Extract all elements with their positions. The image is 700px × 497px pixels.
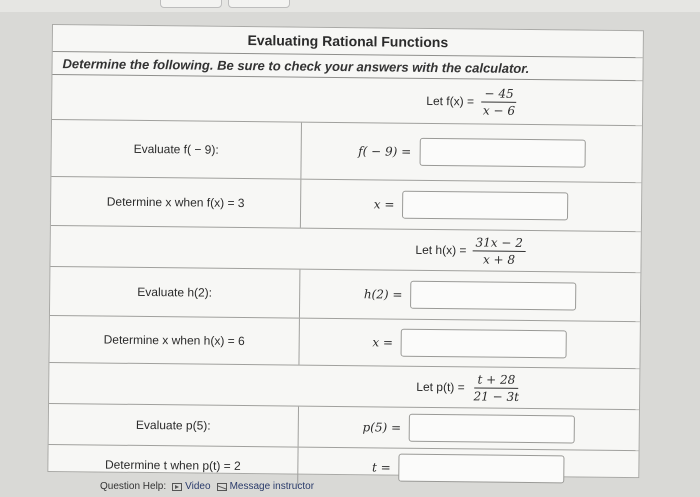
top-tab-nub: [228, 0, 290, 8]
browser-top-strip: [0, 0, 700, 12]
definition-prefix: Let h(x) =: [415, 242, 467, 258]
problem-row: [51, 177, 641, 232]
answer-label: f( − 9) =: [358, 144, 412, 159]
answer-input-p-solve[interactable]: [399, 454, 565, 484]
answer-input-h-solve[interactable]: [401, 329, 567, 359]
prompt-cell: Evaluate p(5):: [49, 404, 299, 447]
message-instructor-label: Message instructor: [229, 481, 315, 492]
numerator: − 45: [481, 86, 516, 102]
answer-label: x =: [373, 197, 395, 212]
answer-label: p(5) =: [362, 420, 402, 435]
video-link[interactable]: [172, 481, 210, 492]
mail-icon: [217, 483, 227, 491]
question-help-bar: [100, 481, 314, 492]
top-tab-nub: [160, 0, 222, 8]
answer-label: x =: [372, 335, 394, 350]
question-help-label: Question Help:: [100, 481, 167, 492]
problem-row: [51, 120, 642, 183]
message-instructor-link[interactable]: [217, 481, 314, 492]
definition-row-p: [49, 363, 639, 410]
problems-grid: [48, 75, 642, 489]
answer-input-f-solve[interactable]: [402, 191, 568, 221]
answer-cell: [298, 448, 638, 490]
answer-cell: [299, 319, 639, 369]
prompt-cell: Determine x when h(x) = 6: [49, 316, 299, 365]
answer-input-f-neg9[interactable]: [419, 138, 585, 168]
answer-cell: [300, 270, 640, 322]
prompt-cell: Determine x when f(x) = 3: [51, 177, 301, 228]
answer-label: t =: [371, 460, 391, 475]
denominator: x + 8: [482, 252, 516, 267]
answer-input-p-5[interactable]: [409, 414, 575, 444]
video-icon: [172, 483, 182, 491]
problem-row: [50, 267, 640, 322]
definition-prefix: Let f(x) =: [426, 93, 475, 109]
definition-row-h: [50, 226, 640, 273]
definition-row-f: [52, 75, 642, 126]
prompt-cell: Evaluate f( − 9):: [51, 120, 302, 179]
answer-cell: [299, 407, 639, 451]
denominator: 21 − 3t: [473, 388, 520, 404]
answer-cell: [301, 180, 641, 232]
answer-cell: [301, 123, 642, 183]
prompt-cell: Determine t when p(t) = 2: [48, 445, 298, 486]
answer-input-h-2[interactable]: [410, 281, 576, 311]
denominator: x − 6: [482, 103, 516, 118]
problem-row: [49, 316, 639, 369]
fraction: [472, 235, 526, 267]
worksheet-title: Evaluating Rational Functions: [53, 25, 643, 58]
definition-prefix: Let p(t) =: [416, 379, 465, 395]
instructions: Determine the following. Be sure to check your answers with the calculator.: [52, 52, 642, 81]
answer-label: h(2) =: [363, 287, 403, 302]
fraction: [480, 86, 518, 117]
video-link-label: Video: [185, 481, 211, 492]
numerator: t + 28: [474, 372, 518, 388]
problem-row: [49, 404, 639, 451]
numerator: 31x − 2: [472, 235, 526, 252]
fraction: [471, 372, 523, 404]
prompt-cell: Evaluate h(2):: [50, 267, 300, 318]
worksheet-table: [47, 24, 644, 478]
